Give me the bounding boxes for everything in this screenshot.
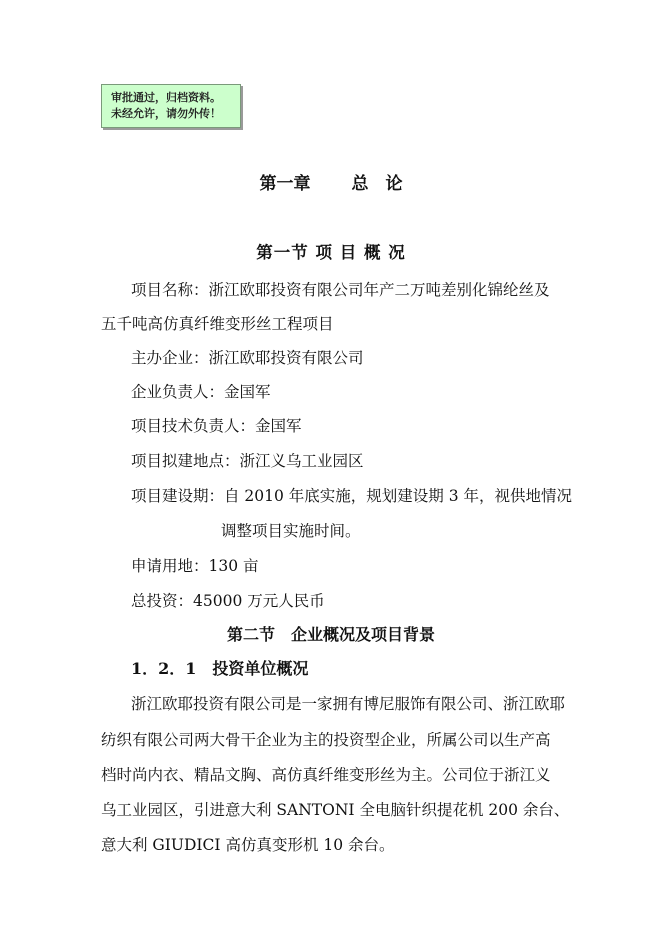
total-investment-line: 总投资：45000 万元人民币 bbox=[131, 592, 325, 610]
notice-line-2: 未经允许，请勿外传！ bbox=[111, 107, 221, 120]
construction-period-line-1: 项目建设期：自 2010 年底实施，规划建设期 3 年，视供地情况 bbox=[131, 487, 573, 505]
land-area-line: 申请用地：130 亩 bbox=[131, 557, 259, 575]
project-name-line-2: 五千吨高仿真纤维变形丝工程项目 bbox=[101, 315, 334, 333]
enterprise-head-line: 企业负责人：金国军 bbox=[131, 383, 271, 401]
paragraph-line: 浙江欧耶投资有限公司是一家拥有博尼服饰有限公司、浙江欧耶 bbox=[131, 695, 566, 713]
section2-title: 第二节 企业概况及项目背景 bbox=[226, 625, 435, 644]
project-name-line-1: 项目名称：浙江欧耶投资有限公司年产二万吨差别化锦纶丝及 bbox=[131, 281, 550, 299]
notice-line-1: 审批通过，归档资料。 bbox=[111, 91, 221, 104]
subsection-title: 1．2．1 投资单位概况 bbox=[131, 659, 309, 678]
chapter-title: 第一章 总 论 bbox=[259, 174, 403, 194]
paragraph-line: 意大利 GIUDICI 高仿真变形机 10 余台。 bbox=[101, 836, 395, 854]
location-line: 项目拟建地点：浙江义乌工业园区 bbox=[131, 452, 364, 470]
paragraph-line: 档时尚内衣、精品文胸、高仿真纤维变形丝为主。公司位于浙江义 bbox=[101, 766, 551, 784]
construction-period-line-2: 调整项目实施时间。 bbox=[221, 522, 361, 540]
section1-title: 第一节 项 目 概 况 bbox=[256, 243, 406, 262]
organizer-line: 主办企业：浙江欧耶投资有限公司 bbox=[131, 349, 364, 367]
paragraph-line: 乌工业园区，引进意大利 SANTONI 全电脑针织提花机 200 余台、 bbox=[101, 801, 570, 819]
paragraph-line: 纺织有限公司两大骨干企业为主的投资型企业，所属公司以生产高 bbox=[101, 731, 551, 749]
approval-notice-box bbox=[101, 84, 241, 128]
tech-head-line: 项目技术负责人：金国军 bbox=[131, 417, 302, 435]
